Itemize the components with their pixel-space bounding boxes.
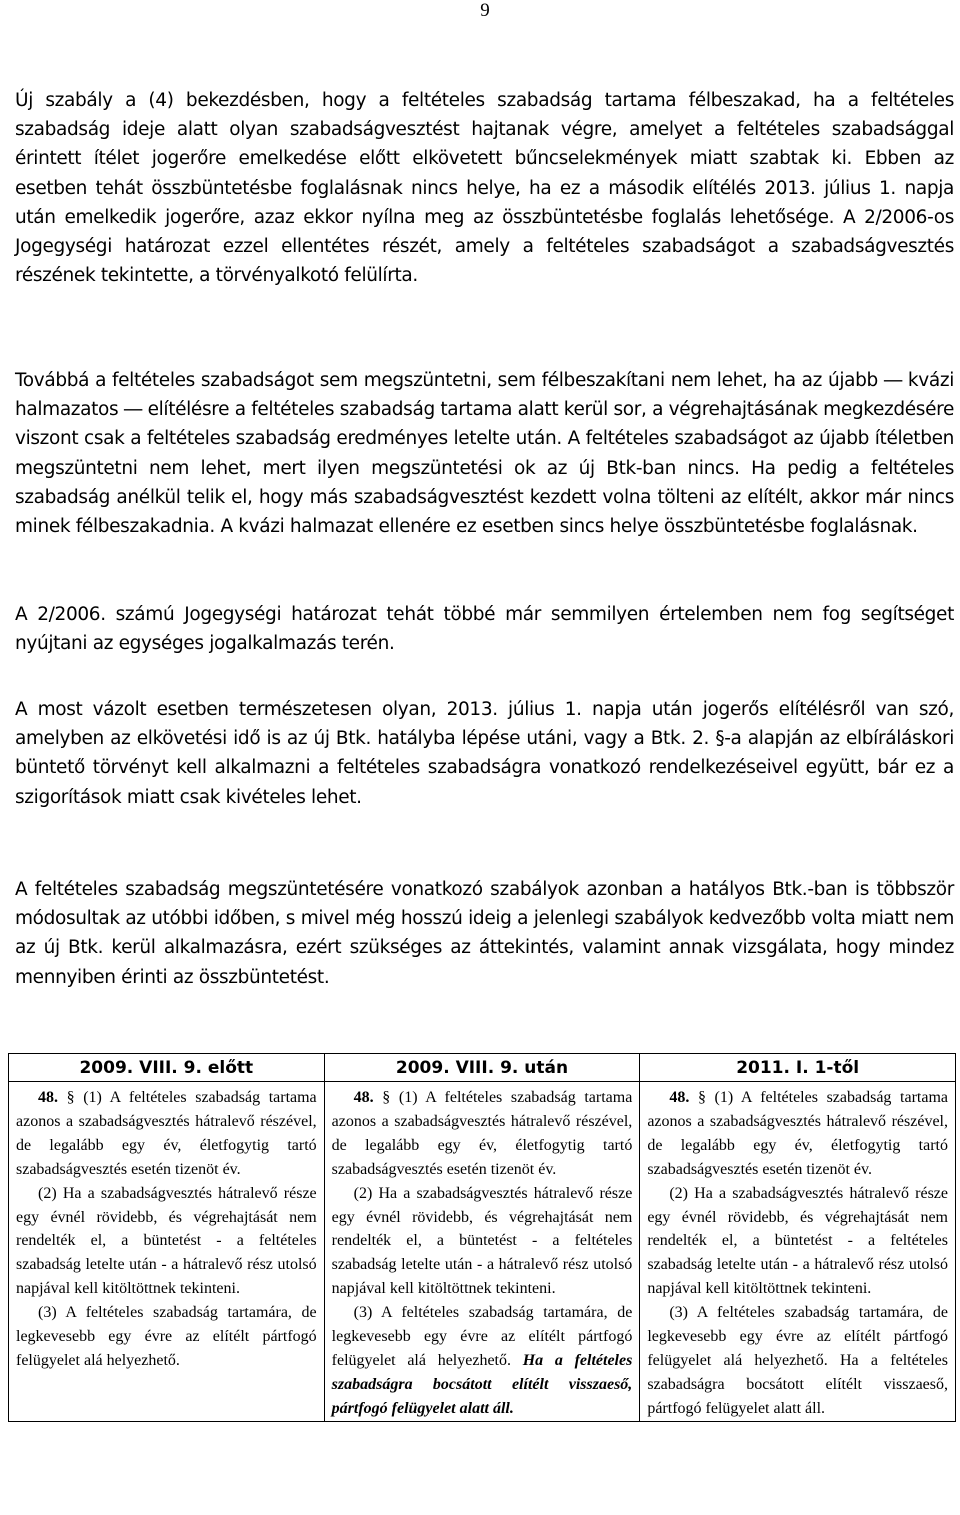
section-1-paragraph (16, 1086, 317, 1182)
section-number: 48. (38, 1089, 58, 1106)
header-after-2009: 2009. VIII. 9. után (324, 1054, 640, 1082)
section-2-paragraph: (2) Ha a szabadságvesztés hátralevő része egy évnél rövidebb, és végrehajtását nem rendelték el, a büntetést - a feltételes szabadság letelte után - a hátralevő rész utolsó napjával kell kitöltöttnek tekinteni. (16, 1184, 317, 1298)
comparison-table (8, 1053, 956, 1422)
section-1-text: § (1) A feltételes szabadság tartama azonos a szabadságvesztés hátralevő részével, de legalább egy év, életfogytig tartó szabadságvesztés esetén tizenöt év. (331, 1089, 633, 1178)
section-number: 48. (669, 1089, 690, 1106)
cell-from-2011 (640, 1082, 956, 1422)
section-3-paragraph: (3) A feltételes szabadság tartamára, de legkevesebb egy évre az elítélt pártfogó felügyelet alá helyezhető. (16, 1304, 317, 1369)
section-2-paragraph: (2) Ha a szabadságvesztés hátralevő része egy évnél rövidebb, és végrehajtását nem rendelték el, a büntetést - a feltételes szabadság letelte után - a hátralevő rész utolsó napjával kell kitöltöttnek tekinteni. (331, 1184, 633, 1298)
header-before-2009: 2009. VIII. 9. előtt (9, 1054, 325, 1082)
section-number: 48. (353, 1089, 374, 1106)
table-header-row (9, 1054, 956, 1082)
section-1-text: § (1) A feltételes szabadság tartama azonos a szabadságvesztés hátralevő részével, de legalább egy év, életfogytig tartó szabadságvesztés esetén tizenöt év. (647, 1089, 949, 1178)
section-3-amendment: Ha a feltételes szabadságra bocsátott elítélt visszaeső, pártfogó felügyelet alatt áll. (331, 1351, 633, 1417)
cell-before-2009 (9, 1082, 325, 1422)
section-1-text: § (1) A feltételes szabadság tartama azonos a szabadságvesztés hátralevő részével, de legalább egy év, életfogytig tartó szabadságvesztés esetén tizenöt év. (16, 1089, 317, 1178)
section-2-paragraph: (2) Ha a szabadságvesztés hátralevő része egy évnél rövidebb, és végrehajtását nem rendelték el, a büntetést - a feltételes szabadság letelte után - a hátralevő rész utolsó napjával kell kitöltöttnek tekinteni. (647, 1184, 948, 1298)
section-3-amendment: Ha a feltételes szabadságra bocsátott elítélt visszaeső, pártfogó felügyelet alatt áll. (647, 1351, 949, 1417)
cell-after-2009 (324, 1082, 640, 1422)
paragraph-outlined-case: A most vázolt esetben természetesen olyan, 2013. július 1. napja után jogerős elítélésről van szó, amelyben az elkövetési idő is az új Btk. hatályba lépése utáni, vagy a Btk. 2. §-a alapján az elbíráláskori büntető törvényt kell alkalmazni a feltételes szabadságra vonatkozó rendelkezéseivel együtt, bár ez a szigorítások miatt csak kivételes lehet. (15, 699, 954, 808)
paragraph-quasi-cumulation: Továbbá a feltételes szabadságot sem megszüntetni, sem félbeszakítani nem lehet, ha az újabb ― kvázi halmazatos ― elítélésre a feltételes szabadság tartama alatt kerül sor, a végrehajtásának megkezdésére viszont csak a feltételes szabadság eredményes letelte után. A feltételes szabadságot az újabb ítéletben megszüntetni nem lehet, mert ilyen megszüntetési ok az új Btk-ban nincs. Ha pedig a feltételes szabadság anélkül telik el, hogy más szabadságvesztést kezdett volna tölteni az elítélt, akkor már nincs minek félbeszakadnia. A kvázi halmazat ellenére ez esetben sincs helye összbüntetésbe foglalásnak. (15, 370, 954, 538)
section-3-text: (3) A feltételes szabadság tartamára, de legkevesebb egy évre az elítélt pártfogó felügyelet alá helyezhető. (647, 1304, 948, 1369)
page-number: 9 (480, 0, 490, 21)
section-3-text: (3) A feltételes szabadság tartamára, de legkevesebb egy évre az elítélt pártfogó felügyelet alá helyezhető. (331, 1304, 633, 1369)
paragraph-uniformity-decision: A 2/2006. számú Jogegységi határozat tehát többé már semmilyen értelemben nem fog segítséget nyújtani az egységes jogalkalmazás terén. (15, 604, 954, 655)
section-1-paragraph (332, 1086, 633, 1182)
table-row (9, 1082, 956, 1422)
paragraph-new-rule: Új szabály a (4) bekezdésben, hogy a feltételes szabadság tartama félbeszakad, ha a feltételes szabadság ideje alatt olyan szabadságvesztést hajtanak végre, amelyet a feltételes szabadsággal érintett ítélet jogerőre emelkedése előtt elkövetett bűncselekmények miatt szabtak ki. Ebben az esetben tehát összbüntetésbe foglalásnak nincs helye, ha ez a második elítélés 2013. július 1. napja után emelkedik jogerőre, azaz ekkor nyílna meg az összbüntetésbe foglalás lehetősége. A 2/2006-os Jogegységi határozat ezzel ellentétes részét, amely a feltételes szabadságot a szabadságvesztés részének tekintette, a törvényalkotó felülírta. (15, 90, 954, 287)
section-3-paragraph (647, 1301, 948, 1421)
paragraph-termination-rules: A feltételes szabadság megszüntetésére vonatkozó szabályok azonban a hatályos Btk.-ban is többször módosultak az utóbbi időben, s mivel még hosszú ideig a jelenlegi szabályok kedvezőbb volta miatt nem az új Btk. kerül alkalmazásra, ezért szükséges az áttekintés, valamint annak vizsgálata, hogy mindez mennyiben érinti az összbüntetést. (15, 879, 954, 988)
header-from-2011: 2011. I. 1-től (640, 1054, 956, 1082)
section-1-paragraph (647, 1086, 948, 1182)
section-3-paragraph (332, 1301, 633, 1421)
